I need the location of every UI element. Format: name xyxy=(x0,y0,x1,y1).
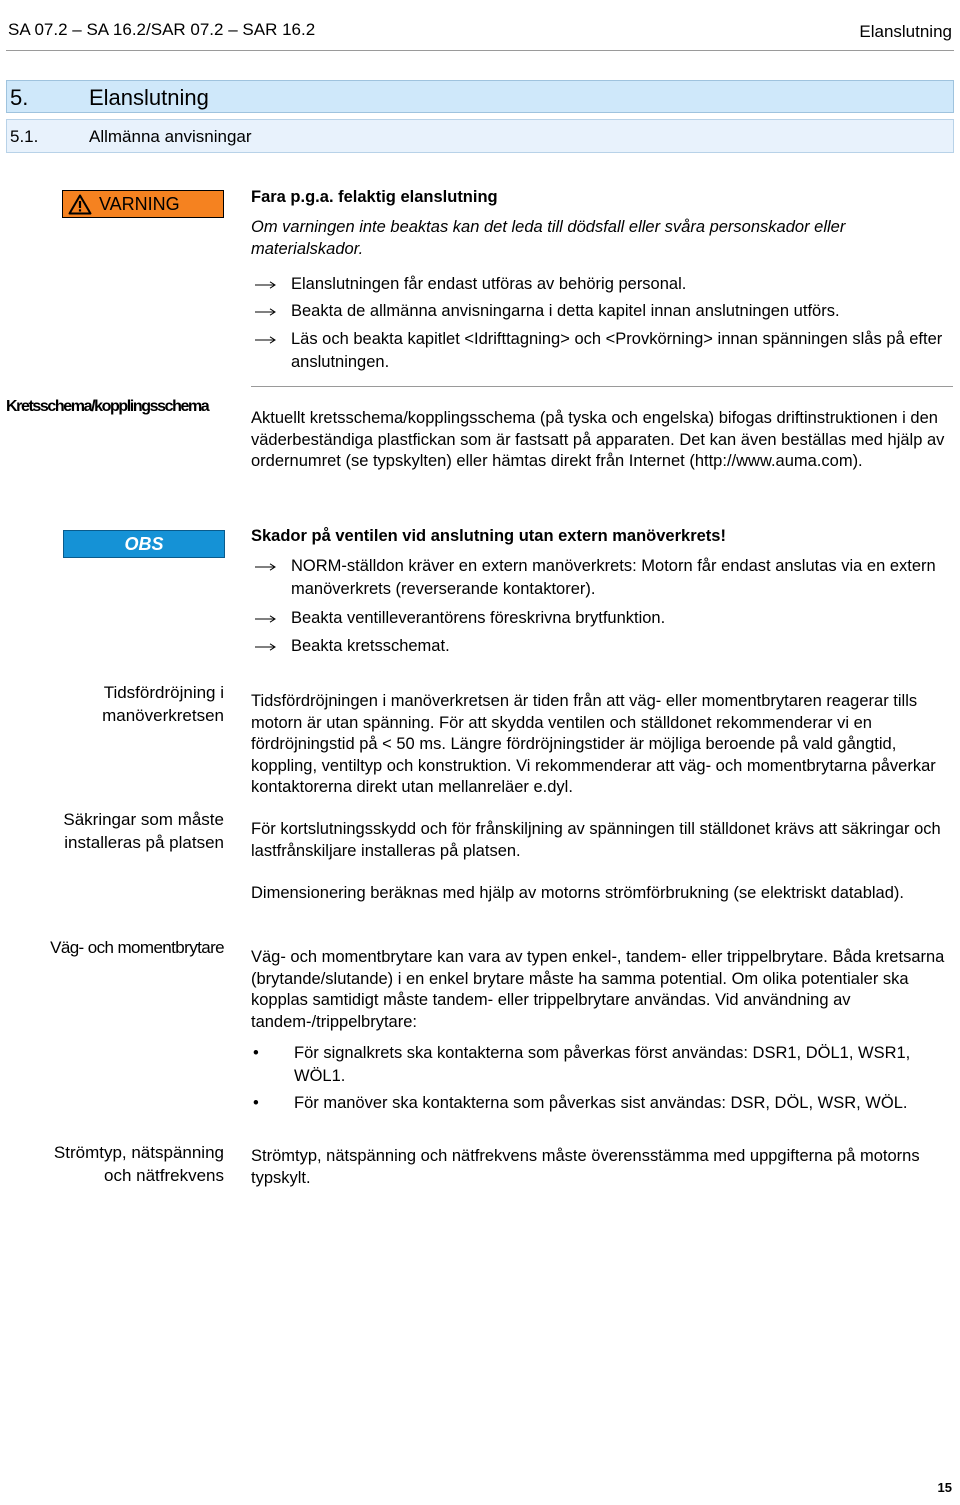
chapter-title: Elanslutning xyxy=(89,85,209,110)
notice-title: Skador på ventilen vid anslutning utan extern manöverkrets! xyxy=(251,527,726,545)
switches-list-item: • För signalkrets ska kontakterna som påverkas först användas: DSR1, DÖL1, WSR1, WÖL1. xyxy=(251,1042,955,1088)
warning-text: Om varningen inte beaktas kan det leda till dödsfall eller svåra personskador eller materialskador. xyxy=(251,218,846,258)
fuses-text: För kortslutningsskydd och för frånskiljning av spänningen till ställdonet krävs att säkringar och lastfrånskiljare installeras på platsen. xyxy=(251,820,941,860)
notice-item: Beakta ventilleverantörens föreskrivna brytfunktion. xyxy=(255,607,955,630)
arrow-right-icon xyxy=(255,643,277,651)
notice-item: Beakta kretsschemat. xyxy=(255,635,955,658)
header-section: Elanslutning xyxy=(859,22,952,41)
header-divider xyxy=(6,50,954,51)
delay-label: Tidsfördröjning i manöverkretsen xyxy=(102,683,224,725)
section-title: Allmänna anvisningar xyxy=(89,127,252,146)
warning-item: Läs och beakta kapitlet <Idrifttagning> och <Provkörning> innan spänningen slås på efter anslutningen. xyxy=(255,328,955,374)
current-text: Strömtyp, nätspänning och nätfrekvens måste överensstämma med uppgifterna på motorns typskylt. xyxy=(251,1147,920,1187)
warning-label: VARNING xyxy=(99,193,180,214)
warning-item: Beakta de allmänna anvisningarna i detta kapitel innan anslutningen utförs. xyxy=(255,300,955,323)
warning-title: Fara p.g.a. felaktig elanslutning xyxy=(251,188,498,206)
delay-text: Tidsfördröjningen i manöverkretsen är tiden från att väg- eller momentbrytaren reagerar tills motorn är utan spänning. För att skydda ventilen och ställdonet rekommenderar vi en fördröjningstid på < 50 ms. Längre fördröjningstider är möjliga beroende på vald gångtid, koppling, ventiltyp och konstruktion. Vi rekommenderar att väg- och momentbrytarna påverkar kontaktorerna direkt utan mellanreläer e.dyl. xyxy=(251,692,936,796)
header-product: SA 07.2 – SA 16.2/SAR 07.2 – SAR 16.2 xyxy=(8,20,316,39)
wiring-label: Kretsschema/kopplingsschema xyxy=(6,398,209,415)
current-label: Strömtyp, nätspänning och nätfrekvens xyxy=(53,1143,224,1185)
warning-badge xyxy=(62,190,224,218)
wiring-text: Aktuellt kretsschema/kopplingsschema (på tyska och engelska) bifogas driftinstruktionen i den väderbeständiga plastfickan som är fastsatt på apparaten. Det kan även beställas med hjälp av ordernumret (se typskylten) eller hämtas direkt från Internet (http://www.auma.com). xyxy=(251,409,945,470)
fuses-label: Säkringar som måste installeras på platsen xyxy=(63,810,224,852)
switches-list-item: • För manöver ska kontakterna som påverkas sist användas: DSR, DÖL, WSR, WÖL. xyxy=(251,1092,955,1115)
notice-item: NORM-ställdon kräver en extern manöverkrets: Motorn får endast anslutas via en extern manöverkrets (reverserande kontaktorer). xyxy=(255,555,955,601)
switches-label: Väg- och momentbrytare xyxy=(50,938,224,957)
bullet-icon: • xyxy=(253,1044,259,1062)
section-number: 5.1. xyxy=(10,127,39,146)
switches-text: Väg- och momentbrytare kan vara av typen enkel-, tandem- eller trippelbrytare. Båda kretsarna (brytande/slutande) i en enkel brytare måste ha samma potential. Om olika potentialer ska kopplas samtidigt måste tandem- eller trippelbrytare användas. Vid användning av tandem-/trippelbrytare: xyxy=(251,948,945,1031)
arrow-right-icon xyxy=(255,308,277,316)
warning-item: Elanslutningen får endast utföras av behörig personal. xyxy=(255,273,955,296)
arrow-right-icon xyxy=(255,563,277,571)
warning-triangle-icon xyxy=(68,194,92,215)
chapter-number: 5. xyxy=(10,85,29,110)
arrow-right-icon xyxy=(255,281,277,289)
fuses-dimensioning-text: Dimensionering beräknas med hjälp av motorns strömförbrukning (se elektriskt datablad). xyxy=(251,884,904,902)
arrow-right-icon xyxy=(255,336,277,344)
notice-label: OBS xyxy=(124,533,164,554)
notice-badge xyxy=(63,530,225,558)
page-number: 15 xyxy=(937,1480,952,1495)
bullet-icon: • xyxy=(253,1094,259,1112)
warning-divider xyxy=(251,386,953,387)
arrow-right-icon xyxy=(255,615,277,623)
